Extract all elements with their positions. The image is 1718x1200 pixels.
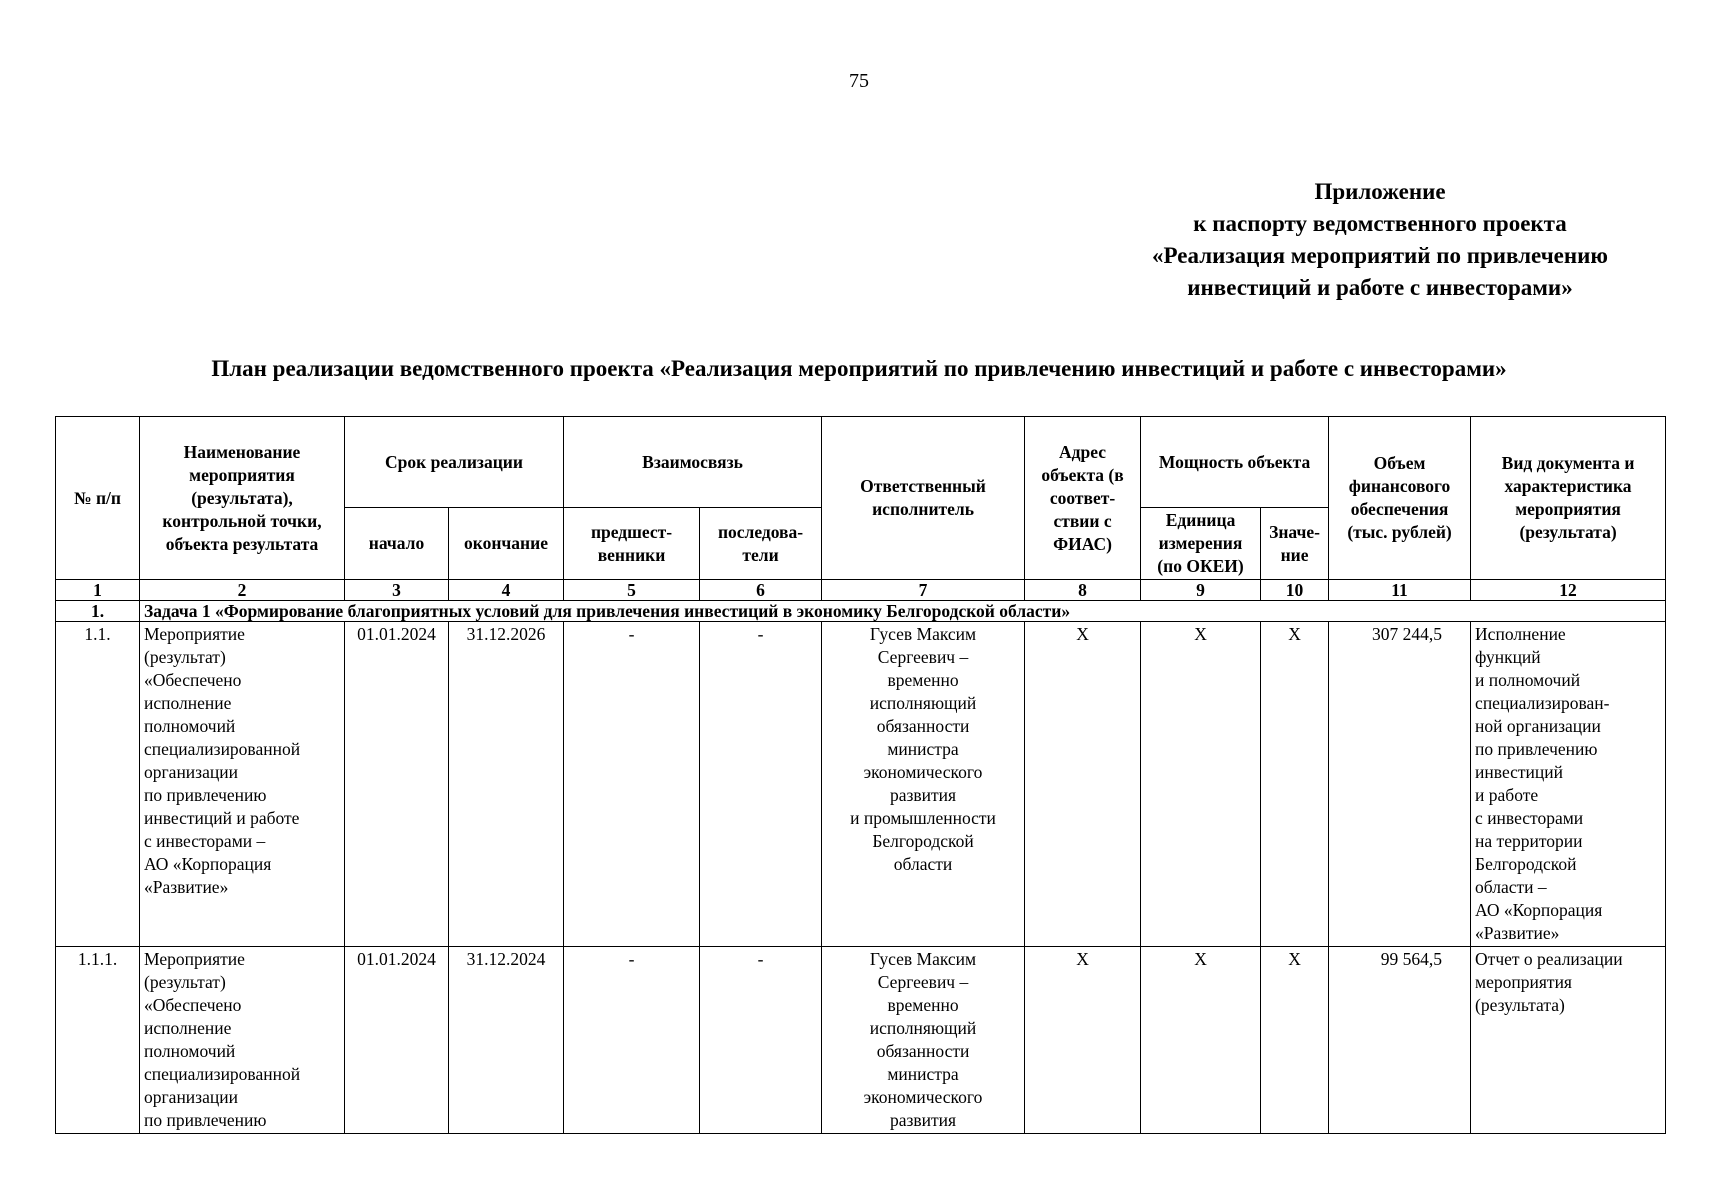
row-num: 1.1.1.: [56, 947, 140, 1134]
appendix-line-4: инвестиций и работе с инвесторами»: [1187, 275, 1573, 300]
row-doc: Исполнение функций и полномочий специализирован- ной организации по привлечению инвестиций и работе с инвесторами на территории Белгородской области – АО «Корпорация «Развитие»: [1471, 622, 1666, 947]
column-number: 11: [1329, 580, 1471, 601]
header-capacity-unit: Единица измерения (по ОКЕИ): [1141, 508, 1261, 580]
plan-title: План реализации ведомственного проекта «Реализация мероприятий по привлечению инвестиций и работе с инвесторами»: [211, 356, 1507, 381]
column-number: 1: [56, 580, 140, 601]
column-number: 6: [700, 580, 822, 601]
plan-table: [55, 416, 1666, 1134]
appendix-line-3: «Реализация мероприятий по привлечению: [1152, 243, 1608, 268]
column-number: 10: [1261, 580, 1329, 601]
row-address: Х: [1025, 947, 1141, 1134]
task-text: Задача 1 «Формирование благоприятных условий для привлечения инвестиций в экономику Белгородской области»: [140, 601, 1666, 622]
header-capacity-value: Значе-ние: [1261, 508, 1329, 580]
row-name: Мероприятие (результат) «Обеспечено исполнение полномочий специализированной организации по привлечению инвестиций и работе с инвесторами – АО «Корпорация «Развитие»: [140, 622, 345, 947]
column-number: 3: [345, 580, 449, 601]
task-row: [56, 601, 1666, 622]
row-prev: -: [564, 947, 700, 1134]
header-address: Адрес объекта (в соответ-ствии с ФИАС): [1025, 417, 1141, 580]
column-number: 9: [1141, 580, 1261, 601]
header-capacity: Мощность объекта: [1141, 417, 1329, 508]
header-period-end: окончание: [449, 508, 564, 580]
table-row: [56, 947, 1666, 1134]
page-number: 75: [849, 70, 869, 92]
row-start: 01.01.2024: [345, 947, 449, 1134]
appendix-line-2: к паспорту ведомственного проекта: [1193, 211, 1567, 236]
header-period: Срок реализации: [345, 417, 564, 508]
row-name: Мероприятие (результат) «Обеспечено исполнение полномочий специализированной организации по привлечению: [140, 947, 345, 1134]
row-address: Х: [1025, 622, 1141, 947]
row-end: 31.12.2024: [449, 947, 564, 1134]
column-number: 8: [1025, 580, 1141, 601]
column-number: 5: [564, 580, 700, 601]
row-funding: 307 244,5: [1329, 622, 1471, 947]
row-next: -: [700, 947, 822, 1134]
column-number-row: [56, 580, 1666, 601]
row-next: -: [700, 622, 822, 947]
header-row-1: [56, 417, 1666, 508]
row-prev: -: [564, 622, 700, 947]
row-num: 1.1.: [56, 622, 140, 947]
header-responsible: Ответственный исполнитель: [822, 417, 1025, 580]
column-number: 12: [1471, 580, 1666, 601]
row-unit: Х: [1141, 947, 1261, 1134]
appendix-heading: [1100, 176, 1660, 304]
row-doc: Отчет о реализации мероприятия (результата): [1471, 947, 1666, 1134]
header-num: № п/п: [56, 417, 140, 580]
header-period-start: начало: [345, 508, 449, 580]
row-responsible: Гусев Максим Сергеевич – временно исполняющий обязанности министра экономического развития и промышленности Белгородской области: [822, 622, 1025, 947]
row-value: Х: [1261, 947, 1329, 1134]
header-doc-type: Вид документа и характеристика мероприятия (результата): [1471, 417, 1666, 580]
row-start: 01.01.2024: [345, 622, 449, 947]
task-num: 1.: [56, 601, 140, 622]
header-relation: Взаимосвязь: [564, 417, 822, 508]
row-unit: Х: [1141, 622, 1261, 947]
table-row: [56, 622, 1666, 947]
header-name: Наименование мероприятия (результата), контрольной точки, объекта результата: [140, 417, 345, 580]
column-number: 2: [140, 580, 345, 601]
row-funding: 99 564,5: [1329, 947, 1471, 1134]
appendix-line-1: Приложение: [1314, 179, 1446, 204]
row-end: 31.12.2026: [449, 622, 564, 947]
header-funding: Объем финансового обеспечения (тыс. рублей): [1329, 417, 1471, 580]
header-relation-prev: предшест-венники: [564, 508, 700, 580]
row-value: Х: [1261, 622, 1329, 947]
column-number: 4: [449, 580, 564, 601]
row-responsible: Гусев Максим Сергеевич – временно исполняющий обязанности министра экономического развития: [822, 947, 1025, 1134]
column-number: 7: [822, 580, 1025, 601]
header-relation-next: последова-тели: [700, 508, 822, 580]
